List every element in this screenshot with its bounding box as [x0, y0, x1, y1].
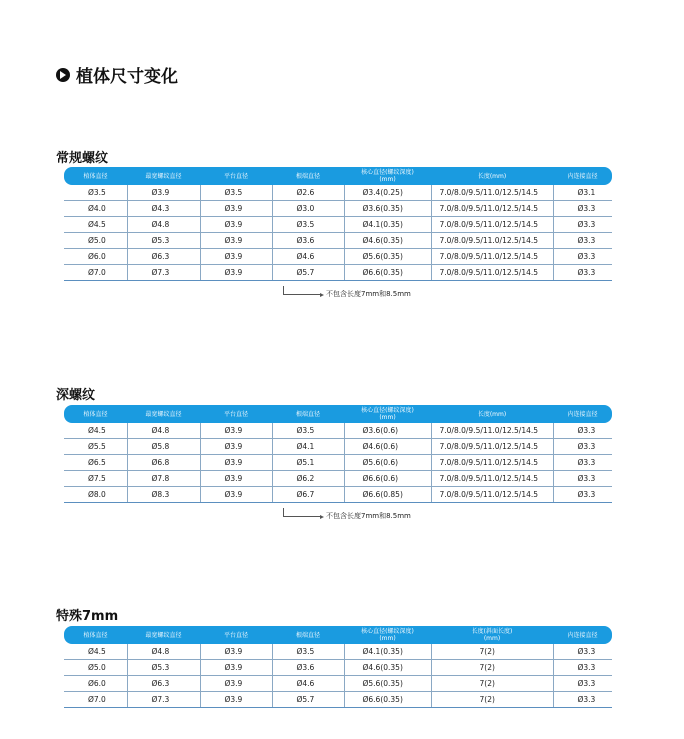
table-cell: Ø6.6(0.35) — [344, 692, 431, 708]
table-cell: Ø3.3 — [553, 439, 612, 455]
table-cell: 7.0/8.0/9.5/11.0/12.5/14.5 — [431, 487, 553, 503]
table-cell: Ø3.3 — [553, 265, 612, 281]
table-cell: Ø4.1(0.35) — [344, 217, 431, 233]
col-platform-diameter: 平台直径 — [200, 405, 272, 423]
table-cell: Ø4.8 — [127, 217, 200, 233]
table-cell: Ø3.3 — [553, 217, 612, 233]
table-cell: Ø3.9 — [200, 692, 272, 708]
table-cell: Ø6.6(0.85) — [344, 487, 431, 503]
table-cell: Ø3.5 — [64, 185, 127, 201]
table-row — [64, 487, 612, 503]
table-cell: Ø6.7 — [272, 487, 344, 503]
table-cell: Ø4.0 — [64, 201, 127, 217]
table-cell: 7(2) — [431, 644, 553, 660]
page-title — [56, 62, 178, 87]
table-cell: Ø4.6 — [272, 249, 344, 265]
col-length: 长度(mm) — [431, 167, 553, 185]
table-cell: Ø3.4(0.25) — [344, 185, 431, 201]
table-body — [64, 185, 612, 281]
col-apex-diameter: 根端直径 — [272, 405, 344, 423]
table-cell: Ø6.8 — [127, 455, 200, 471]
table-cell: Ø3.0 — [272, 201, 344, 217]
table-cell: Ø3.5 — [272, 644, 344, 660]
table-cell: 7.0/8.0/9.5/11.0/12.5/14.5 — [431, 265, 553, 281]
col-apex-diameter: 根端直径 — [272, 167, 344, 185]
col-implant-diameter: 植体直径 — [64, 167, 127, 185]
table-cell: Ø4.6(0.6) — [344, 439, 431, 455]
table-cell: Ø5.6(0.35) — [344, 676, 431, 692]
col-implant-diameter: 植体直径 — [64, 626, 127, 644]
deep-thread-table — [64, 405, 612, 503]
table-cell: Ø3.9 — [200, 660, 272, 676]
table-row — [64, 455, 612, 471]
table-row — [64, 249, 612, 265]
col-max-thread-diameter: 最宽螺纹直径 — [127, 167, 200, 185]
table-cell: Ø5.0 — [64, 660, 127, 676]
regular-thread-table — [64, 167, 612, 281]
table-cell: 7(2) — [431, 692, 553, 708]
table-cell: Ø7.5 — [64, 471, 127, 487]
table-cell: 7.0/8.0/9.5/11.0/12.5/14.5 — [431, 217, 553, 233]
table-cell: Ø5.3 — [127, 660, 200, 676]
table-cell: Ø7.8 — [127, 471, 200, 487]
table-header-row — [64, 167, 612, 185]
table-cell: Ø7.3 — [127, 692, 200, 708]
table-cell: Ø3.9 — [200, 455, 272, 471]
table-cell: Ø5.7 — [272, 265, 344, 281]
table-cell: Ø3.3 — [553, 249, 612, 265]
table-cell: Ø4.6(0.35) — [344, 233, 431, 249]
table-row — [64, 676, 612, 692]
table-cell: 7.0/8.0/9.5/11.0/12.5/14.5 — [431, 233, 553, 249]
table-cell: Ø3.3 — [553, 487, 612, 503]
table-cell: Ø7.0 — [64, 265, 127, 281]
table-cell: Ø4.5 — [64, 644, 127, 660]
bracket-arrow-icon — [283, 508, 320, 517]
table-cell: Ø3.9 — [200, 265, 272, 281]
col-apex-diameter: 根端直径 — [272, 626, 344, 644]
table-cell: Ø5.1 — [272, 455, 344, 471]
table-cell: Ø4.3 — [127, 201, 200, 217]
table-cell: Ø8.3 — [127, 487, 200, 503]
table-cell: Ø3.9 — [200, 676, 272, 692]
table-cell: Ø3.9 — [200, 249, 272, 265]
table-cell: Ø4.5 — [64, 423, 127, 439]
table-row — [64, 692, 612, 708]
table-cell: Ø5.6(0.35) — [344, 249, 431, 265]
table-cell: Ø6.5 — [64, 455, 127, 471]
table-cell: Ø4.6(0.35) — [344, 660, 431, 676]
table-row — [64, 423, 612, 439]
table-row — [64, 217, 612, 233]
table-cell: Ø3.9 — [200, 201, 272, 217]
table-body — [64, 644, 612, 708]
special-7mm-table — [64, 626, 612, 708]
table-cell: Ø3.3 — [553, 692, 612, 708]
table-cell: 7(2) — [431, 660, 553, 676]
table-cell: Ø3.3 — [553, 644, 612, 660]
bracket-arrow-icon — [283, 286, 320, 295]
table-cell: Ø6.3 — [127, 676, 200, 692]
col-length-bevel: 长度(斜面长度) (mm) — [431, 626, 553, 644]
table-cell: Ø3.9 — [200, 487, 272, 503]
table-cell: 7.0/8.0/9.5/11.0/12.5/14.5 — [431, 185, 553, 201]
table-cell: Ø3.5 — [272, 217, 344, 233]
table-row — [64, 644, 612, 660]
section-title-special: 特殊7mm — [56, 609, 119, 624]
table-cell: Ø3.3 — [553, 233, 612, 249]
table-cell: Ø3.5 — [272, 423, 344, 439]
table-row — [64, 660, 612, 676]
table-cell: Ø5.5 — [64, 439, 127, 455]
section-title-regular: 常规螺纹 — [56, 151, 109, 166]
table-row — [64, 471, 612, 487]
table-cell: Ø5.3 — [127, 233, 200, 249]
table-cell: Ø3.9 — [200, 644, 272, 660]
table-cell: Ø6.6(0.35) — [344, 265, 431, 281]
table-cell: Ø3.1 — [553, 185, 612, 201]
table-row — [64, 233, 612, 249]
table-cell: Ø3.3 — [553, 660, 612, 676]
table-cell: Ø8.0 — [64, 487, 127, 503]
table-cell: 7.0/8.0/9.5/11.0/12.5/14.5 — [431, 439, 553, 455]
table-cell: Ø4.5 — [64, 217, 127, 233]
table-cell: Ø5.8 — [127, 439, 200, 455]
col-max-thread-diameter: 最宽螺纹直径 — [127, 405, 200, 423]
table-cell: Ø3.3 — [553, 676, 612, 692]
table-cell: Ø3.9 — [200, 439, 272, 455]
table-cell: Ø4.6 — [272, 676, 344, 692]
table-cell: Ø4.8 — [127, 644, 200, 660]
table-cell: Ø3.6(0.35) — [344, 201, 431, 217]
table-cell: Ø6.2 — [272, 471, 344, 487]
table-cell: Ø3.3 — [553, 423, 612, 439]
col-inner-connection: 内连接直径 — [553, 167, 612, 185]
table-cell: Ø3.9 — [200, 423, 272, 439]
table-cell: Ø3.9 — [127, 185, 200, 201]
col-implant-diameter: 植体直径 — [64, 405, 127, 423]
table-cell: Ø7.3 — [127, 265, 200, 281]
table-cell: Ø6.0 — [64, 249, 127, 265]
table-cell: Ø5.6(0.6) — [344, 455, 431, 471]
table-cell: Ø3.3 — [553, 455, 612, 471]
col-platform-diameter: 平台直径 — [200, 167, 272, 185]
page-title-text: 植体尺寸变化 — [76, 67, 178, 87]
table-cell: 7.0/8.0/9.5/11.0/12.5/14.5 — [431, 455, 553, 471]
table-cell: Ø4.8 — [127, 423, 200, 439]
table-body — [64, 423, 612, 503]
table-cell: 7.0/8.0/9.5/11.0/12.5/14.5 — [431, 249, 553, 265]
table-cell: Ø3.6 — [272, 233, 344, 249]
col-length: 长度(mm) — [431, 405, 553, 423]
table-row — [64, 201, 612, 217]
col-core-diameter: 核心直径(螺纹深度) (mm) — [344, 626, 431, 644]
section-title-deep: 深螺纹 — [56, 388, 96, 403]
table-cell: Ø3.3 — [553, 471, 612, 487]
table-cell: 7(2) — [431, 676, 553, 692]
table-cell: Ø3.9 — [200, 233, 272, 249]
table-cell: 7.0/8.0/9.5/11.0/12.5/14.5 — [431, 423, 553, 439]
table-row — [64, 265, 612, 281]
col-core-diameter: 核心直径(螺纹深度) (mm) — [344, 167, 431, 185]
col-core-diameter: 核心直径(螺纹深度) (mm) — [344, 405, 431, 423]
table-cell: Ø3.6 — [272, 660, 344, 676]
table-cell: Ø6.3 — [127, 249, 200, 265]
table-cell: Ø4.1(0.35) — [344, 644, 431, 660]
arrow-circle-icon — [56, 68, 70, 82]
col-inner-connection: 内连接直径 — [553, 626, 612, 644]
table-cell: Ø3.6(0.6) — [344, 423, 431, 439]
length-note: 不包含长度7mm和8.5mm — [283, 286, 411, 299]
table-header-row — [64, 626, 612, 644]
table-cell: Ø2.6 — [272, 185, 344, 201]
table-cell: 7.0/8.0/9.5/11.0/12.5/14.5 — [431, 471, 553, 487]
table-row — [64, 185, 612, 201]
table-cell: Ø5.0 — [64, 233, 127, 249]
table-cell: Ø5.7 — [272, 692, 344, 708]
table-cell: Ø7.0 — [64, 692, 127, 708]
col-platform-diameter: 平台直径 — [200, 626, 272, 644]
table-cell: Ø3.9 — [200, 217, 272, 233]
table-cell: Ø6.0 — [64, 676, 127, 692]
table-cell: Ø4.1 — [272, 439, 344, 455]
table-cell: Ø3.3 — [553, 201, 612, 217]
length-note: 不包含长度7mm和8.5mm — [283, 508, 411, 521]
table-header-row — [64, 405, 612, 423]
table-cell: 7.0/8.0/9.5/11.0/12.5/14.5 — [431, 201, 553, 217]
table-cell: Ø3.5 — [200, 185, 272, 201]
table-row — [64, 439, 612, 455]
col-inner-connection: 内连接直径 — [553, 405, 612, 423]
col-max-thread-diameter: 最宽螺纹直径 — [127, 626, 200, 644]
table-cell: Ø6.6(0.6) — [344, 471, 431, 487]
table-cell: Ø3.9 — [200, 471, 272, 487]
